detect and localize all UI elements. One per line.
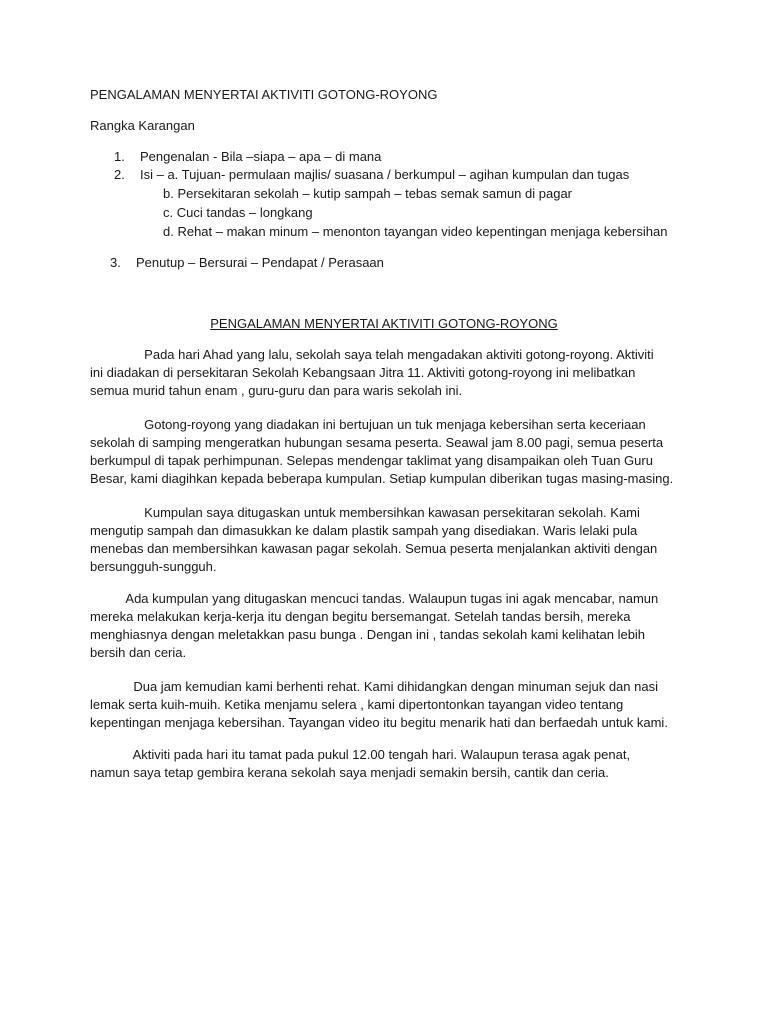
essay-paragraph-4 [90,590,685,662]
outline-subitem-c: c. Cuci tandas – longkang [163,205,313,220]
paragraph-line: Gotong-royong yang diadakan ini bertujuan un tuk menjaga kebersihan serta keceriaan [90,417,646,432]
paragraph-line: kepentingan menjaga kebersihan. Tayangan video itu begitu menarik hati dan berfaedah untuk kami. [90,715,668,730]
outline-item-2 [114,166,629,184]
paragraph-line: menebas dan membersihkan kawasan pagar sekolah. Semua peserta menjalankan aktiviti dengan [90,541,658,556]
outline-item-text: Isi – a. Tujuan- permulaan majlis/ suasana / berkumpul – agihan kumpulan dan tugas [140,167,630,182]
outline-item-1 [114,148,381,166]
outline-item-number: 3. [110,255,121,270]
paragraph-line: bersih dan ceria. [90,645,187,660]
essay-paragraph-6 [90,746,685,782]
essay-title-text: PENGALAMAN MENYERTAI AKTIVITI GOTONG-ROYONG [210,316,558,331]
paragraph-line: Kumpulan saya ditugaskan untuk membersihkan kawasan persekitaran sekolah. Kami [90,505,640,520]
outline-item-text: Penutup – Bersurai – Pendapat / Perasaan [136,255,384,270]
paragraph-line: mengutip sampah dan dimasukkan ke dalam plastik sampah yang disediakan. Waris lelaki pula [90,523,638,538]
paragraph-line: ini diadakan di persekitaran Sekolah Kebangsaan Jitra 11. Aktiviti gotong-royong ini melibatkan [90,365,636,380]
document-heading: PENGALAMAN MENYERTAI AKTIVITI GOTONG-ROYONG [90,87,438,102]
essay-paragraph-5 [90,678,685,732]
paragraph-line: menghiasnya dengan meletakkan pasu bunga . Dengan ini , tandas sekolah kami kelihatan lebih [90,627,646,642]
outline-item-number: 1. [114,149,125,164]
paragraph-line: lemak serta kuih-muih. Ketika menjamu selera , kami dipertontonkan tayangan video tentang [90,697,624,712]
paragraph-line: sekolah di samping mengeratkan hubungan sesama peserta. Seawal jam 8.00 pagi, semua peserta [90,435,664,450]
outline-subitem-b: b. Persekitaran sekolah – kutip sampah – tebas semak samun di pagar [163,186,573,201]
paragraph-line: Besar, kami diagihkan kepada beberapa kumpulan. Setiap kumpulan diberikan tugas masing-masing. [90,471,674,486]
essay-paragraph-2 [90,416,685,488]
paragraph-line: bersungguh-sungguh. [90,559,217,574]
paragraph-line: namun saya tetap gembira kerana sekolah saya menjadi semakin bersih, cantik dan ceria. [90,765,609,780]
paragraph-line: berkumpul di tapak perhimpunan. Selepas mendengar taklimat yang disampaikan oleh Tuan Guru [90,453,653,468]
paragraph-line: Aktiviti pada hari itu tamat pada pukul 12.00 tengah hari. Walaupun terasa agak penat, [90,747,631,762]
paragraph-line: Pada hari Ahad yang lalu, sekolah saya telah mengadakan aktiviti gotong-royong. Aktiviti [90,347,654,362]
outline-item-text: Pengenalan - Bila –siapa – apa – di mana [140,149,382,164]
outline-item-number: 2. [114,167,125,182]
essay-paragraph-1 [90,346,685,400]
outline-subitem-d: d. Rehat – makan minum – menonton tayangan video kepentingan menjaga kebersihan [163,224,668,239]
paragraph-line: Ada kumpulan yang ditugaskan mencuci tandas. Walaupun tugas ini agak mencabar, namun [90,591,659,606]
paragraph-line: mereka melakukan kerja-kerja itu dengan begitu bersemangat. Setelah tandas bersih, mereka [90,609,631,624]
outline-item-3 [110,254,384,272]
essay-title [0,315,768,333]
paragraph-line: Dua jam kemudian kami berhenti rehat. Kami dihidangkan dengan minuman sejuk dan nasi [90,679,658,694]
essay-paragraph-3 [90,504,685,576]
paragraph-line: semua murid tahun enam , guru-guru dan para waris sekolah ini. [90,383,463,398]
outline-label: Rangka Karangan [90,118,195,133]
